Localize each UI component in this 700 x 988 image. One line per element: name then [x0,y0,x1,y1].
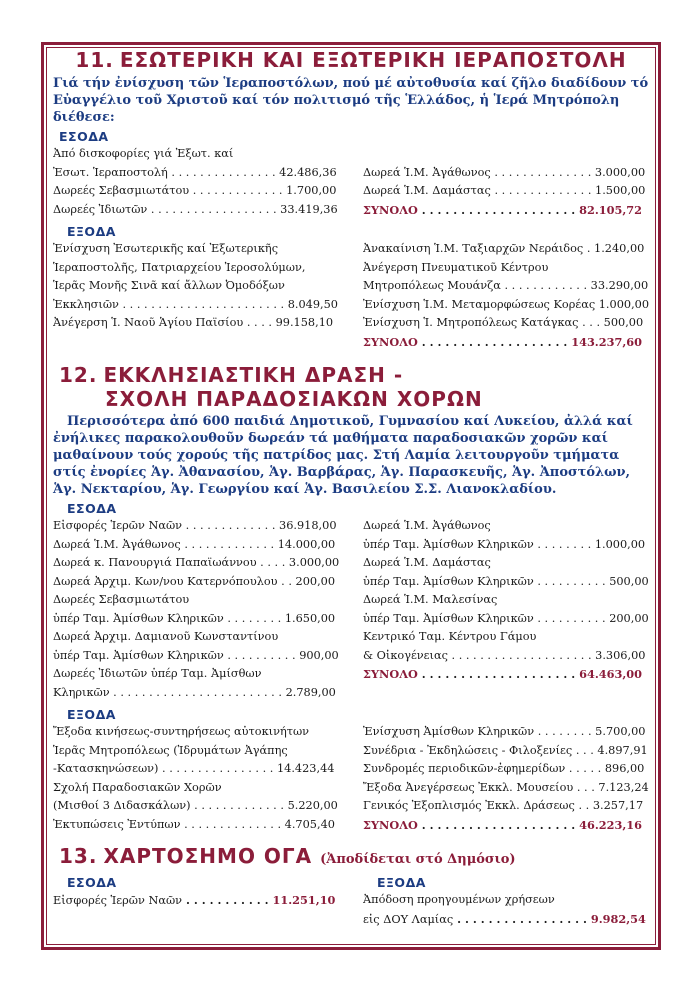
row-label: Ἀνέγερση Ἱ. Ναοῦ Ἁγίου Παϊσίου [53,316,244,329]
income-left-column [53,517,339,702]
row-value: 3.000,00 [288,556,339,569]
ledger-row [53,164,339,183]
ledger-row [53,816,339,835]
ledger-row [363,760,649,779]
row-label: Δωρεές Σεβασμιωτάτου [53,593,190,606]
ledger-row [363,145,649,164]
section-12-income-label: ΕΣΟΔΑ [67,501,117,516]
row-label: Δωρεά κ. Πανουργιά Παπαϊωάννου [53,556,257,569]
row-label: Ἱερᾶς Μητροπόλεως (Ἱδρυμάτων Ἀγάπης [53,743,288,757]
section-11-income-table [53,145,649,219]
dot-leader: . [583,242,595,255]
ledger-row [363,591,649,610]
row-value: 1.650,00 [284,611,336,625]
ledger-row [363,259,649,278]
row-label: Ἔξοδα Ἀνεγέρσεως Ἐκκλ. Μουσείου [363,780,574,794]
ledger-row [53,891,339,911]
dot-leader: . . . [578,316,604,329]
ledger-row [363,797,649,816]
ledger-row [363,240,649,259]
section-11-title [53,48,649,72]
ledger-row [53,684,339,703]
ledger-row [53,517,339,536]
income-left-column [53,145,339,219]
ledger-row [363,723,649,742]
dot-leader: . . . . . . . . . . . . . . . . . . . . [417,817,580,832]
dot-leader: . . . . [256,556,289,569]
row-label: ΣΥΝΟΛΟ [363,667,418,681]
ledger-row [53,145,339,164]
ledger-row [363,742,649,761]
dot-leader: . . . . . . . . . . . . . . [180,817,285,831]
row-label: Ἐνίσχυση Ἐσωτερικῆς καί Ἐξωτερικῆς [53,242,279,255]
row-value: 3.257,17 [592,799,644,812]
income-right-column [363,517,649,702]
row-value: 64.463,00 [579,667,642,681]
row-value: 896,00 [604,762,645,775]
section-13-expense-label: ΕΞΟΔΑ [377,875,426,890]
row-label: ΣΥΝΟΛΟ [363,202,418,217]
section-number: 12. [59,363,98,387]
row-value: 8.049,50 [287,297,338,311]
row-value: 1.000,00 [598,297,649,311]
row-value: 4.705,40 [284,817,335,831]
expense-left-column [53,723,339,834]
dot-leader: . . . . . . . . . . [533,574,610,588]
row-value: 7.123,24 [598,780,649,794]
row-label: ΣΥΝΟΛΟ [363,334,418,349]
dot-leader: . . . . . . . . . . . . . . . [167,165,280,179]
row-label: Ἀνέγερση Πνευματικοῦ Κέντρου [363,260,549,274]
ledger-row [53,760,339,779]
ledger-row [363,779,649,798]
ledger-row [363,910,649,930]
expense-right-column [363,723,649,834]
ledger-row [363,517,649,536]
row-label [363,147,367,160]
section-12-intro: Περισσότερα ἀπό 600 παιδιά Δημοτικοῦ, Γυμνασίου καί Λυκείου, ἀλλά καί ἐνήλικες παρακολουθοῦν δωρεάν τά μαθήματα παραδοσιακῶν χορῶν καί μαθαίνουν τούς χορούς τῆς πατρίδος μας. Στή Λαμία λειτουργοῦν τμήματα στίς ἐνορίες Ἁγ. Ἀθανασίου, Ἁγ. Βαρβάρας, Ἁγ. Παρασκευῆς, Ἁγ. Ἀποστόλων, Ἁγ. Νεκταρίου, Ἁγ. Γεωργίου καί Ἁγ. Βασιλείου Σ.Σ. Λιανοκλαδίου. [53,414,633,497]
row-value: 99.158,10 [275,316,334,329]
row-label: Δωρεά Ἀρχιμ. Κων/νου Κατερνόπουλου [53,574,278,588]
row-label: Ἐνίσχυση Ἀμίσθων Κληρικῶν [363,725,535,738]
row-label: Ἔξοδα κινήσεως-συντηρήσεως αὐτοκινήτων [53,725,310,738]
row-value: 14.423,44 [276,762,335,775]
row-label: Ἐκκλησιῶν [53,297,119,311]
ledger-row [363,296,649,315]
row-label: Συνέδρια - Ἐκδηλώσεις - Φιλοξενίες [363,743,573,757]
row-label: Κληρικῶν [53,685,110,699]
row-label: ὑπέρ Ταμ. Ἀμίσθων Κληρικῶν [363,574,534,588]
row-value: 42.486,36 [279,165,337,179]
dot-leader: . . . . . . . . . . . . . . . . . . . . . . . [118,297,288,311]
row-label: Ἀνακαίνιση Ἱ.Μ. Ταξιαρχῶν Νεράιδος [363,242,584,255]
expense-left-column [53,240,339,351]
expense-right-column [363,240,649,351]
row-label: ὑπέρ Ταμ. Ἀμίσθων Κληρικῶν [363,537,534,551]
section-note: (Ἀποδίδεται στό Δημόσιο) [320,852,516,867]
section-11-intro: Γιά τήν ἐνίσχυση τῶν Ἱεραποστόλων, πού μέ αὐτοθυσία καί ζῆλο διαδίδουν τό Εὐαγγέλιο τοῦ Χριστοῦ καί τόν πολιτισμό τῆς Ἑλλάδος, ἡ Ἱερά Μητρόπολη διέθεσε: [53,76,649,125]
row-label: Δωρεές Σεβασμιωτάτου [53,184,190,197]
row-label: Μητροπόλεως Μουάνζα [363,279,501,292]
ledger-row [363,314,649,333]
row-label: Ἀπόδοση προηγουμένων χρήσεων [363,893,555,906]
total-row [363,816,649,835]
row-label: & Οἰκογένειας [363,648,448,662]
ledger-row [53,573,339,592]
row-label: Δωρεά Ἱ.Μ. Δαμάστας [363,184,491,197]
dot-leader: . . . . . . . . [534,725,596,738]
ledger-row [53,314,339,333]
ledger-row [363,610,649,629]
dot-leader: . . . [573,780,599,794]
row-value: 5.220,00 [287,799,338,812]
row-label: Ἀπό δισκοφορίες γιά Ἐξωτ. καί [53,147,234,160]
ledger-row [53,628,339,647]
section-13-title [59,844,649,872]
dot-leader: . . . . . . . . . . . . . [182,519,280,532]
row-label: Σχολή Παραδοσιακῶν Χορῶν [53,780,222,794]
row-value: 200,00 [295,574,336,588]
ledger-row [53,742,339,761]
ledger-row [363,891,649,910]
row-value: 143.237,60 [571,334,642,349]
ledger-row [53,182,339,201]
row-label: Εἰσφορές Ἱερῶν Ναῶν [53,894,183,907]
section-13-labels [53,872,649,891]
ledger-row [53,296,339,315]
dot-leader: . . . . . . . . . . . . . [189,184,287,197]
row-value: 33.419,36 [280,202,338,216]
row-value: 3.306,00 [595,648,646,662]
dot-leader: . . . . . . . . . . . . . . . . . [453,911,591,926]
section-13-income-label: ΕΣΟΔΑ [67,875,117,890]
row-label: Ἱερᾶς Μονῆς Σινᾶ καί ἄλλων Ὀμοδόξων [53,279,285,292]
ledger-row [363,573,649,592]
income-left-column [53,891,339,929]
dot-leader: . . . . . . . . . . . . . . . . . . . . [417,202,580,217]
row-label: ΣΥΝΟΛΟ [363,817,418,832]
section-11-expense-label: ΕΞΟΔΑ [67,224,116,239]
section-title-text: ΧΑΡΤΟΣΗΜΟ ΟΓΑ [103,844,313,868]
section-12-expense-label: ΕΞΟΔΑ [67,707,116,722]
dot-leader: . . . . . . . . . . . . . . [490,165,595,179]
dot-leader: . . . . . . . . . . . . . . [490,184,596,197]
ledger-row [363,164,649,183]
row-value: 1.500,00 [595,184,646,197]
row-value: 5.700,00 [595,725,646,738]
row-label: (Μισθοί 3 Διδασκάλων) [53,799,191,812]
row-label: ὑπέρ Ταμ. Ἀμίσθων Κληρικῶν [53,648,224,662]
row-value: 200,00 [609,611,649,625]
dot-leader: . . . . . . . . . . . . . . . . . . . . [447,648,596,662]
ledger-row [53,259,339,278]
row-label: Ἐσωτ. Ἱεραποστολή [53,165,168,179]
section-number: 11. [75,48,114,72]
ledger-row [53,201,339,220]
section-13-table [53,891,649,929]
row-value: 500,00 [603,316,644,329]
row-label: Δωρεά Ἱ.Μ. Ἀγάθωνος [53,537,181,551]
row-label: Εἰσφορές Ἱερῶν Ναῶν [53,519,183,532]
row-value: 500,00 [609,574,649,588]
dot-leader: . . . . . . . . . . . . . . . . . . . [417,334,572,349]
row-value: 14.000,00 [277,537,336,551]
row-value: 1.000,00 [594,537,646,551]
row-label: Κεντρικό Ταμ. Κέντρου Γάμου [363,630,537,643]
row-value: 900,00 [299,648,339,662]
row-value: 2.789,00 [285,685,336,699]
ledger-row [53,554,339,573]
dot-leader: . . . . . . . . . . . . . [190,799,288,812]
row-label: Δωρεά Ἱ.Μ. Ἀγάθωνος [363,165,491,179]
dot-leader: . . . . . . . . . . . . [500,279,591,292]
ledger-row [53,277,339,296]
row-label: εἰς ΔΟΥ Λαμίας [363,912,454,926]
dot-leader: . . . . . . . . . . . . . . . . . . . . . . . . [109,685,286,699]
dot-leader: . . . . . . . . . . . . . . . . . . . . [417,667,580,681]
row-label: Ἱεραποστολῆς, Πατριαρχείου Ἱεροσολύμων, [53,260,306,274]
ledger-row [53,797,339,816]
row-label: Ἐκτυπώσεις Ἐντύπων [53,817,181,831]
row-value: 46.223,16 [579,817,642,832]
row-value: 11.251,10 [272,893,336,907]
dot-leader: . . . . . . . . . . . . . [180,537,278,551]
row-label: Συνδρομές περιοδικῶν-ἐφημερίδων [363,762,566,775]
dot-leader: . . . . . . . . [223,611,285,625]
income-right-column [363,145,649,219]
row-value: 3.000,00 [594,165,646,179]
total-row [363,333,649,352]
ledger-row [53,779,339,798]
dot-leader: . . . . . . . . . . [223,648,300,662]
dot-leader: . . . . . . . . . . [533,611,610,625]
row-value: 82.105,72 [579,202,642,217]
row-label: ὑπέρ Ταμ. Ἀμίσθων Κληρικῶν [363,611,534,625]
row-label: Ἐνίσχυση Ἱ.Μ. Μεταμορφώσεως Κορέας [363,297,596,311]
ledger-row [53,536,339,555]
row-label: ὑπέρ Ταμ. Ἀμίσθων Κληρικῶν [53,611,224,625]
section-title-line-1: ΕΚΚΛΗΣΙΑΣΤΙΚΗ ΔΡΑΣΗ - [103,363,404,387]
row-label: Δωρεές Ἰδιωτῶν ὑπέρ Ταμ. Ἀμίσθων [53,667,262,680]
section-number: 13. [59,844,98,868]
ledger-row [53,647,339,666]
section-title-text: ΕΣΩΤΕΡΙΚΗ ΚΑΙ ΕΞΩΤΕΡΙΚΗ ΙΕΡΑΠΟΣΤΟΛΗ [119,48,627,72]
section-12-title [59,363,649,387]
ledger-row [53,240,339,259]
dot-leader: . . . . [243,316,276,329]
dot-leader: . . . . . . . . . . . . . . . . . . [147,202,281,216]
ledger-row [363,182,649,201]
row-label: Δωρεά Ἀρχιμ. Δαμιανοῦ Κωνσταντίνου [53,630,279,643]
ledger-row [53,665,339,684]
dot-leader: . . . . . [565,762,605,775]
ledger-row [53,723,339,742]
ledger-row [363,277,649,296]
ledger-row [53,591,339,610]
row-label: Γενικός Ἐξοπλισμός Ἐκκλ. Δράσεως [363,799,575,812]
ledger-row [363,554,649,573]
total-row [363,665,649,684]
row-value: 36.918,00 [279,519,337,532]
row-value: 9.982,54 [590,911,646,926]
row-value: 33.290,00 [590,279,649,292]
expense-right-column [363,891,649,929]
dot-leader: . . . . . . . . [533,537,595,551]
row-label: -Κατασκηνώσεων) [53,762,159,775]
dot-leader: . . [277,574,296,588]
section-11-expense-table [53,240,649,351]
row-label: Δωρεές Ἰδιωτῶν [53,202,148,216]
row-label: Δωρεά Ἱ.Μ. Δαμάστας [363,556,491,569]
ledger-row [363,628,649,647]
total-row [363,201,649,220]
row-label: Δωρεά Ἱ.Μ. Ἀγάθωνος [363,519,491,532]
dot-leader: . . [574,799,593,812]
section-11-income-label: ΕΣΟΔΑ [59,129,109,144]
ledger-row [53,610,339,629]
ledger-row [363,647,649,666]
row-label: Ἐνίσχυση Ἱ. Μητροπόλεως Κατάγκας [363,316,579,329]
section-12-income-table [53,517,649,702]
row-value: 1.240,00 [594,242,645,255]
section-12-title-2: ΣΧΟΛΗ ΠΑΡΑΔΟΣΙΑΚΩΝ ΧΟΡΩΝ [105,387,483,411]
row-value: 1.700,00 [286,184,337,197]
dot-leader: . . . . . . . . . . . . . . . . [158,762,277,775]
dot-leader: . . . [572,743,598,757]
row-value: 4.897,91 [597,743,648,757]
section-12-expense-table [53,723,649,834]
ledger-row [363,536,649,555]
row-label: Δωρεά Ἱ.Μ. Μαλεσίνας [363,593,498,606]
report-content [53,46,649,929]
dot-leader: . . . . . . . . . . . [182,893,273,907]
